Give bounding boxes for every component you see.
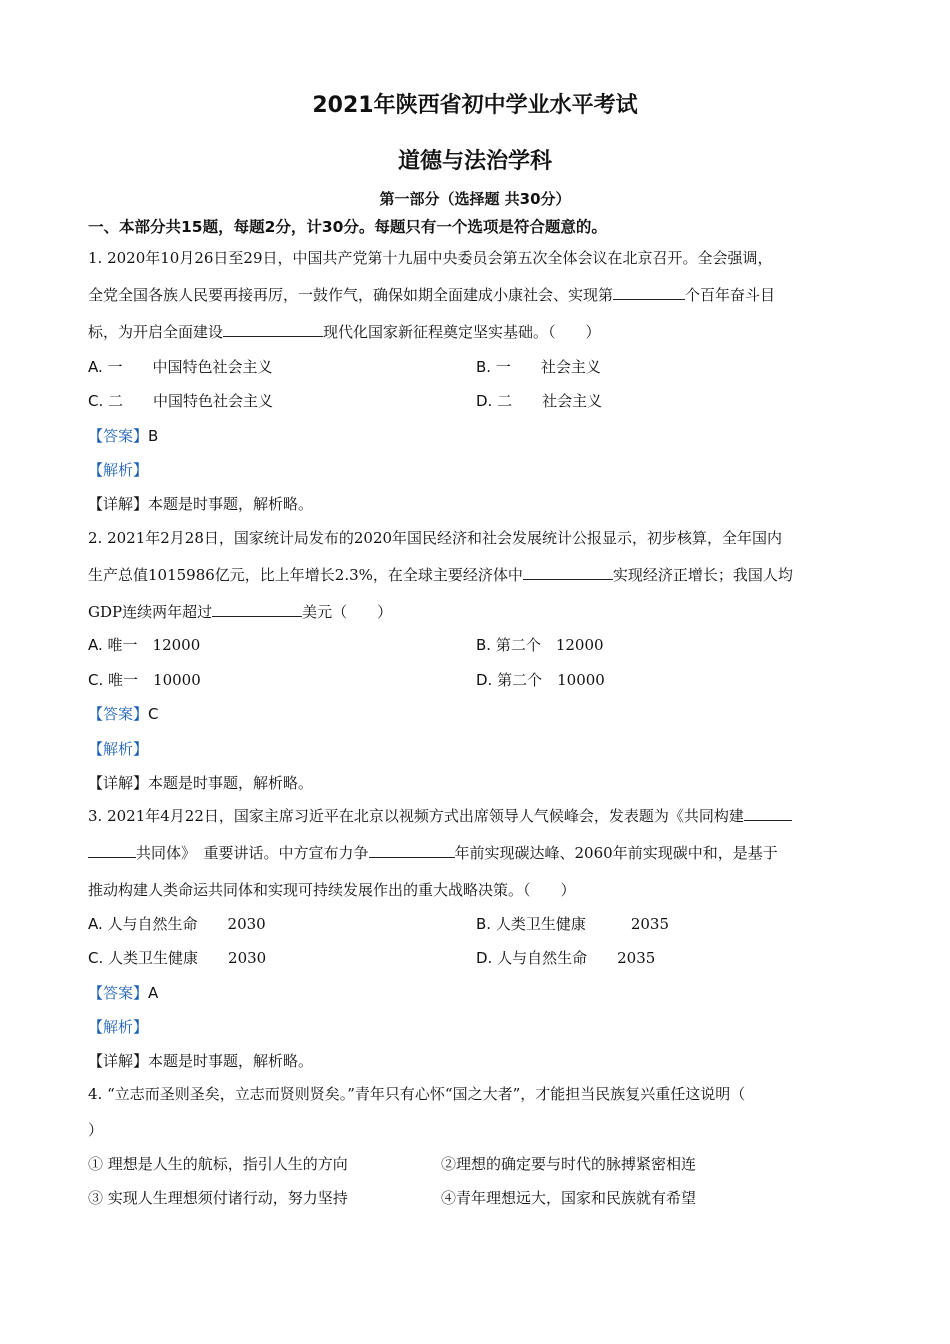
q2-line2: 生产总值1015986亿元，比上年增长2.3%，在全球主要经济体中 实现经济正增长；我国人均 — [88, 566, 793, 584]
q4-item-3: ③ 实现人生理想须付诸行动，努力坚持 — [88, 1189, 348, 1207]
q2-line1: 2. 2021年2月28日，国家统计局发布的2020年国民经济和社会发展统计公报显示，初步核算，全年国内 — [88, 529, 783, 547]
fill-blank — [223, 322, 323, 337]
q2-line3: GDP连续两年超过 美元（ ） — [88, 603, 393, 621]
q3-line3: 推动构建人类命运共同体和实现可持续发展作出的重大战略决策。（ ） — [88, 881, 576, 899]
q1-line1: 1. 2020年10月26日至29日，中国共产党第十九届中央委员会第五次全体会议在北京召开。全会强调， — [88, 249, 773, 267]
q1-option-c: C. 二 中国特色社会主义 — [88, 392, 274, 410]
q4-line1: 4. “立志而圣则圣矣，立志而贤则贤矣。”青年只有心怀“国之大者”，才能担当民族复兴重任这说明（ — [88, 1085, 746, 1103]
q3-option-c: C. 人类卫生健康 2030 — [88, 949, 267, 967]
q3-line1: 3. 2021年4月22日，国家主席习近平在北京以视频方式出席领导人气候峰会，发表题为《共同构建 — [88, 805, 878, 826]
q3-option-a: A. 人与自然生命 2030 — [88, 915, 266, 933]
q4-item-4: ④青年理想远大，国家和民族就有希望 — [441, 1189, 697, 1207]
q2-option-d: D. 第二个 10000 — [476, 671, 605, 689]
q4-item-2: ②理想的确定要与时代的脉搏紧密相连 — [441, 1155, 697, 1173]
q3-analysis: 【解析】 — [88, 1018, 149, 1036]
subject-title: 道德与法治学科 — [397, 149, 552, 174]
q1-line3: 标，为开启全面建设 现代化国家新征程奠定坚实基础。（ ） — [88, 323, 601, 341]
q3-line2: 共同体》 重要讲话。中方宣布力争 年前实现碳达峰、2060年前实现碳中和，是基于 — [88, 842, 878, 863]
fill-blank — [613, 285, 685, 300]
q1-answer: 【答案】B — [88, 427, 159, 445]
q1-analysis: 【解析】 — [88, 461, 149, 479]
section-instruction: 一、本部分共15题，每题2分，计30分。每题只有一个选项是符合题意的。 — [88, 218, 607, 236]
q2-answer: 【答案】C — [88, 705, 159, 723]
q3-answer: 【答案】A — [88, 984, 159, 1002]
fill-blank — [369, 843, 455, 858]
q2-option-a: A. 唯一 12000 — [88, 636, 201, 654]
q1-option-d: D. 二 社会主义 — [476, 392, 603, 410]
q2-analysis: 【解析】 — [88, 740, 149, 758]
q3-option-b: B. 人类卫生健康 2035 — [476, 915, 670, 933]
q3-option-d: D. 人与自然生命 2035 — [476, 949, 656, 967]
q2-option-c: C. 唯一 10000 — [88, 671, 201, 689]
q1-option-b: B. 一 社会主义 — [476, 358, 601, 376]
fill-blank — [212, 602, 302, 617]
q2-detail: 【详解】本题是时事题，解析略。 — [88, 774, 314, 792]
q3-detail: 【详解】本题是时事题，解析略。 — [88, 1052, 314, 1070]
fill-blank — [744, 806, 792, 821]
fill-blank — [88, 843, 136, 858]
q1-detail: 【详解】本题是时事题，解析略。 — [88, 495, 314, 513]
q4-line2: ） — [88, 1121, 104, 1139]
part-title: 第一部分（选择题 共30分） — [379, 190, 571, 208]
q2-option-b: B. 第二个 12000 — [476, 636, 604, 654]
q1-option-a: A. 一 中国特色社会主义 — [88, 358, 273, 376]
fill-blank — [523, 565, 613, 580]
exam-title: 2021年陕西省初中学业水平考试 — [312, 93, 638, 118]
q4-item-1: ① 理想是人生的航标，指引人生的方向 — [88, 1155, 348, 1173]
q1-line2: 全党全国各族人民要再接再厉，一鼓作气，确保如期全面建成小康社会、实现第 个百年奋斗目 — [88, 286, 776, 304]
